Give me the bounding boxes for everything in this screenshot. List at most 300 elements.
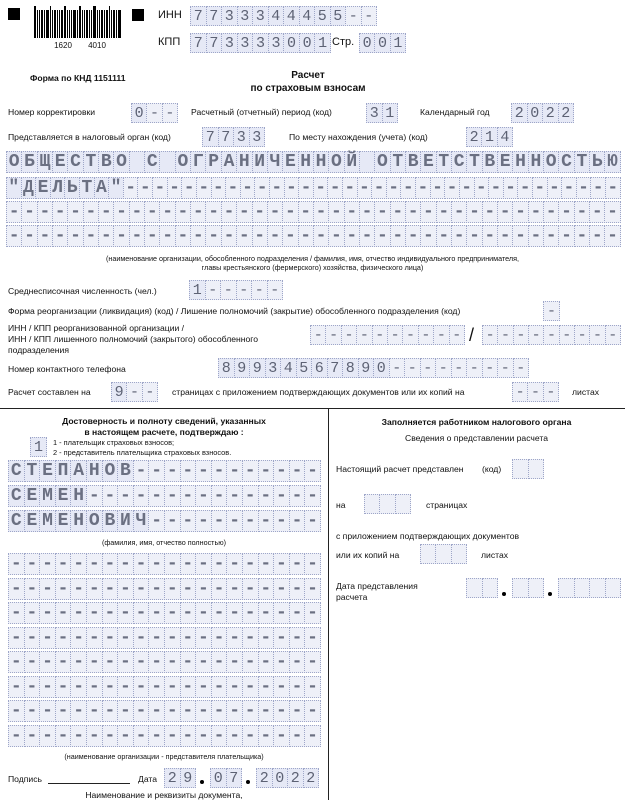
char-cell: С	[558, 151, 574, 173]
form-subtitle: по страховым взносам	[250, 83, 366, 94]
char-cell: -	[282, 201, 298, 223]
char-cell: -	[24, 700, 41, 722]
char-cell: Н	[236, 151, 252, 173]
char-cell: -	[70, 627, 87, 649]
char-cell: -	[70, 725, 87, 747]
submission-date-month[interactable]	[512, 578, 543, 598]
char-cell: -	[304, 485, 321, 507]
char-cell: -	[164, 725, 181, 747]
char-cell: -	[273, 553, 290, 575]
submission-date-dot-2	[548, 592, 552, 596]
submission-date-day[interactable]	[466, 578, 497, 598]
char-cell: Е	[497, 151, 513, 173]
char-cell: -	[221, 201, 237, 223]
char-cell: В	[482, 151, 498, 173]
char-cell: Н	[528, 151, 544, 173]
char-cell: -	[195, 651, 212, 673]
char-cell: -	[24, 725, 41, 747]
char-cell: 4	[497, 127, 513, 147]
org-name-line-1[interactable]	[6, 151, 620, 173]
char-cell: -	[55, 627, 72, 649]
char-cell: -	[83, 225, 99, 247]
char-cell: -	[52, 201, 68, 223]
sign-date-month[interactable]	[210, 768, 241, 788]
char-cell: -	[211, 510, 228, 532]
right-copies-field[interactable]	[420, 544, 466, 564]
char-cell: -	[273, 602, 290, 624]
char-cell: Ь	[589, 151, 605, 173]
char-cell: -	[211, 460, 228, 482]
char-cell: Е	[39, 460, 56, 482]
char-cell: -	[164, 460, 181, 482]
char-cell: -	[24, 602, 41, 624]
char-cell: С	[8, 510, 25, 532]
char-cell: -	[418, 325, 434, 345]
char-cell: -	[55, 602, 72, 624]
char-cell: -	[205, 225, 221, 247]
char-cell: -	[225, 177, 241, 199]
org-caption-2: главы крестьянского (фермерского) хозяйства, физического лица)	[201, 263, 424, 272]
char-cell	[558, 578, 575, 598]
char-cell: -	[162, 103, 178, 123]
char-cell: -	[273, 651, 290, 673]
char-cell: 2	[558, 103, 575, 123]
char-cell: -	[258, 510, 275, 532]
org-name-line-4[interactable]	[6, 225, 620, 247]
char-cell: 7	[190, 6, 207, 26]
sign-date-label: Дата	[138, 774, 158, 784]
sign-date-day[interactable]	[164, 768, 195, 788]
submitted-code-label: (код)	[482, 464, 502, 474]
char-cell: -	[117, 676, 134, 698]
char-cell: -	[86, 553, 103, 575]
char-cell: -	[144, 201, 160, 223]
copies-label: или их копий на	[336, 550, 400, 560]
char-cell: -	[459, 177, 475, 199]
char-cell: -	[558, 201, 574, 223]
org-name-line-2[interactable]	[6, 177, 620, 199]
char-cell: -	[589, 325, 605, 345]
char-cell: -	[267, 201, 283, 223]
date-dot-2	[246, 780, 250, 784]
char-cell: -	[164, 602, 181, 624]
char-cell: О	[113, 151, 129, 173]
char-cell: -	[313, 177, 329, 199]
correction-label: Номер корректировки	[8, 107, 96, 117]
char-cell: 5	[314, 6, 331, 26]
representative-name-line[interactable]	[8, 676, 320, 698]
submission-date-dot-1	[502, 592, 506, 596]
year-field[interactable]	[511, 103, 573, 123]
char-cell: 4	[283, 6, 300, 26]
char-cell: В	[102, 510, 119, 532]
char-cell: -	[175, 225, 191, 247]
char-cell: -	[148, 578, 165, 600]
first-name-field[interactable]	[8, 485, 320, 507]
char-cell: 3	[252, 6, 269, 26]
char-cell: -	[497, 225, 513, 247]
char-cell: -	[102, 553, 119, 575]
char-cell: -	[574, 201, 590, 223]
char-cell: -	[86, 578, 103, 600]
char-cell: Е	[52, 151, 68, 173]
char-cell: -	[528, 225, 544, 247]
char-cell: 1	[382, 103, 399, 123]
tax-org-field[interactable]	[202, 127, 264, 147]
char-cell: -	[133, 578, 150, 600]
surname-field[interactable]	[8, 460, 320, 482]
on-label: на	[336, 500, 346, 510]
char-cell: -	[24, 578, 41, 600]
char-cell: -	[98, 201, 114, 223]
char-cell: -	[435, 358, 452, 378]
char-cell: -	[344, 225, 360, 247]
page-field[interactable]	[359, 33, 405, 53]
char-cell: -	[328, 201, 344, 223]
char-cell: -	[289, 602, 306, 624]
char-cell: -	[304, 602, 321, 624]
char-cell: -	[39, 627, 56, 649]
char-cell: -	[148, 700, 165, 722]
char-cell: -	[356, 325, 372, 345]
char-cell: 5	[330, 6, 347, 26]
char-cell: 4	[299, 6, 316, 26]
char-cell: -	[482, 201, 498, 223]
char-cell: 0	[210, 768, 227, 788]
char-cell: -	[258, 485, 275, 507]
char-cell: -	[226, 676, 243, 698]
char-cell: -	[86, 676, 103, 698]
char-cell: -	[497, 358, 514, 378]
char-cell	[364, 494, 380, 514]
char-cell: -	[359, 201, 375, 223]
char-cell: -	[282, 225, 298, 247]
char-cell: 5	[296, 358, 313, 378]
char-cell: В	[98, 151, 114, 173]
char-cell: -	[258, 460, 275, 482]
char-cell: -	[86, 485, 103, 507]
char-cell: -	[39, 553, 56, 575]
char-cell: 3	[221, 6, 238, 26]
reorg-form-field[interactable]	[543, 301, 559, 321]
char-cell: С	[144, 151, 160, 173]
char-cell: -	[180, 627, 197, 649]
char-cell: 2	[256, 768, 273, 788]
char-cell: -	[400, 177, 416, 199]
headcount-field[interactable]	[189, 280, 282, 300]
char-cell: -	[304, 553, 321, 575]
char-cell: -	[211, 485, 228, 507]
char-cell: -	[561, 177, 577, 199]
confirm-title-2: в настоящем расчете, подтверждаю :	[84, 427, 244, 437]
char-cell	[159, 151, 175, 173]
char-cell: -	[513, 325, 529, 345]
char-cell: -	[289, 627, 306, 649]
char-cell: -	[24, 676, 41, 698]
char-cell: -	[359, 225, 375, 247]
reorg-inn-kpp-label-3: подразделения	[8, 345, 69, 355]
char-cell: -	[226, 578, 243, 600]
char-cell: О	[102, 460, 119, 482]
period-field[interactable]	[366, 103, 397, 123]
correction-field[interactable]	[131, 103, 177, 123]
char-cell: -	[298, 201, 314, 223]
char-cell: 0	[131, 103, 147, 123]
char-cell: -	[39, 676, 56, 698]
right-pages-label: страницах	[426, 500, 468, 510]
char-cell: -	[117, 725, 134, 747]
char-cell: Т	[79, 177, 95, 199]
representative-name-line[interactable]	[8, 578, 320, 600]
char-cell: -	[605, 325, 621, 345]
char-cell	[451, 544, 467, 564]
char-cell: -	[242, 460, 259, 482]
char-cell: 3	[268, 33, 285, 53]
char-cell: -	[512, 201, 528, 223]
char-cell: 2	[164, 768, 181, 788]
char-cell: -	[102, 676, 119, 698]
char-cell: -	[195, 627, 212, 649]
signer-code-field[interactable]	[30, 437, 46, 457]
section-divider	[0, 408, 625, 409]
char-cell: -	[190, 225, 206, 247]
char-cell: -	[512, 225, 528, 247]
char-cell: -	[55, 676, 72, 698]
char-cell: 7	[327, 358, 344, 378]
char-cell: О	[543, 151, 559, 173]
char-cell: -	[146, 103, 162, 123]
char-cell: 1	[390, 33, 406, 53]
reorg-form-label: Форма реорганизации (ликвидация) (код) / Лишение полномочий (закрытие) обособленного подразделения (код)	[8, 306, 461, 316]
char-cell: -	[113, 225, 129, 247]
char-cell: 1	[314, 33, 331, 53]
char-cell: -	[513, 358, 530, 378]
char-cell: -	[148, 627, 165, 649]
char-cell: -	[8, 676, 25, 698]
representative-name-line[interactable]	[8, 725, 320, 747]
char-cell: -	[258, 578, 275, 600]
char-cell: -	[236, 280, 253, 300]
char-cell: -	[269, 177, 285, 199]
char-cell: -	[543, 201, 559, 223]
char-cell: Е	[55, 510, 72, 532]
submission-date-year[interactable]	[558, 578, 620, 598]
char-cell: -	[211, 578, 228, 600]
representative-name-line[interactable]	[8, 651, 320, 673]
char-cell	[420, 544, 436, 564]
char-cell: -	[152, 177, 168, 199]
char-cell: -	[142, 382, 158, 402]
char-cell: -	[273, 627, 290, 649]
char-cell: 0	[373, 358, 390, 378]
corner-marker-left	[8, 8, 20, 20]
representative-name-line[interactable]	[8, 602, 320, 624]
char-cell: -	[211, 177, 227, 199]
char-cell: Т	[24, 460, 41, 482]
signature-line[interactable]	[48, 783, 130, 784]
tax-org-label: Представляется в налоговый орган (код)	[8, 132, 171, 142]
char-cell: -	[240, 177, 256, 199]
char-cell: -	[284, 177, 300, 199]
char-cell: -	[389, 358, 406, 378]
char-cell: -	[236, 201, 252, 223]
char-cell: -	[70, 578, 87, 600]
char-cell: -	[86, 602, 103, 624]
representative-name-line[interactable]	[8, 700, 320, 722]
reorg-inn-kpp-label-1: ИНН / КПП реорганизованной организации /	[8, 323, 185, 333]
char-cell: 0	[272, 768, 289, 788]
org-name-line-3[interactable]	[6, 201, 620, 223]
char-cell: -	[221, 225, 237, 247]
copies-field[interactable]	[512, 382, 558, 402]
char-cell: -	[117, 700, 134, 722]
char-cell: -	[605, 177, 621, 199]
char-cell: -	[252, 225, 268, 247]
attach-label: с приложением подтверждающих документов	[336, 531, 520, 541]
char-cell: -	[181, 177, 197, 199]
char-cell: -	[70, 553, 87, 575]
char-cell: -	[129, 225, 145, 247]
phone-field[interactable]	[218, 358, 528, 378]
char-cell: П	[55, 460, 72, 482]
char-cell: -	[102, 725, 119, 747]
char-cell: 0	[299, 33, 316, 53]
char-cell: -	[258, 676, 275, 698]
char-cell: -	[402, 325, 418, 345]
char-cell: -	[126, 382, 142, 402]
char-cell: -	[344, 201, 360, 223]
right-pages-field[interactable]	[364, 494, 410, 514]
char-cell: -	[144, 225, 160, 247]
char-cell: -	[242, 676, 259, 698]
char-cell: -	[164, 485, 181, 507]
char-cell: -	[474, 177, 490, 199]
pages-tail-label: листах	[572, 387, 600, 397]
char-cell: -	[86, 627, 103, 649]
char-cell: -	[148, 510, 165, 532]
char-cell: -	[304, 460, 321, 482]
char-cell: -	[589, 201, 605, 223]
char-cell: 9	[234, 358, 251, 378]
char-cell: -	[8, 578, 25, 600]
char-cell	[574, 578, 591, 598]
signer-option-1: 1 - плательщик страховых взносов;	[53, 438, 175, 447]
char-cell: 3	[265, 358, 282, 378]
char-cell: О	[328, 151, 344, 173]
char-cell: -	[258, 651, 275, 673]
sign-date-year[interactable]	[256, 768, 318, 788]
char-cell: -	[242, 725, 259, 747]
char-cell: -	[433, 325, 449, 345]
char-cell: -	[226, 700, 243, 722]
char-cell: -	[251, 280, 268, 300]
char-cell: Р	[205, 151, 221, 173]
phone-label: Номер контактного телефона	[8, 364, 126, 374]
form-code: Форма по КНД 1151111	[30, 73, 126, 83]
char-cell: 3	[252, 33, 269, 53]
inn-field[interactable]	[190, 6, 376, 26]
char-cell: 9	[358, 358, 375, 378]
char-cell: -	[226, 602, 243, 624]
char-cell: С	[67, 151, 83, 173]
char-cell: Н	[70, 510, 87, 532]
char-cell: -	[420, 225, 436, 247]
char-cell: -	[371, 177, 387, 199]
char-cell: -	[374, 201, 390, 223]
pages-field[interactable]	[111, 382, 157, 402]
representative-name-line[interactable]	[8, 553, 320, 575]
char-cell: -	[180, 676, 197, 698]
char-cell	[528, 578, 545, 598]
char-cell: -	[133, 651, 150, 673]
char-cell: -	[226, 485, 243, 507]
char-cell: А	[70, 460, 87, 482]
char-cell: -	[205, 201, 221, 223]
char-cell: 1	[481, 127, 497, 147]
char-cell: -	[258, 725, 275, 747]
char-cell: -	[164, 700, 181, 722]
char-cell: 3	[237, 6, 254, 26]
kpp-field[interactable]	[190, 33, 330, 53]
char-cell: -	[180, 725, 197, 747]
char-cell: О	[374, 151, 390, 173]
char-cell: А	[94, 177, 110, 199]
char-cell: -	[133, 725, 150, 747]
char-cell: -	[211, 553, 228, 575]
char-cell: -	[117, 651, 134, 673]
char-cell: -	[8, 553, 25, 575]
char-cell: -	[159, 201, 175, 223]
char-cell: -	[148, 485, 165, 507]
reorg-kpp-field[interactable]	[482, 325, 620, 345]
char-cell: -	[304, 510, 321, 532]
char-cell: -	[123, 177, 139, 199]
char-cell: Л	[50, 177, 66, 199]
char-cell: -	[289, 553, 306, 575]
char-cell: -	[180, 510, 197, 532]
char-cell: -	[242, 627, 259, 649]
char-cell	[379, 494, 395, 514]
confirm-title-1: Достоверность и полноту сведений, указанных	[62, 416, 266, 426]
patronymic-field[interactable]	[8, 510, 320, 532]
char-cell: -	[8, 651, 25, 673]
location-field[interactable]	[466, 127, 512, 147]
char-cell: -	[503, 177, 519, 199]
char-cell: -	[342, 177, 358, 199]
submitted-code-field[interactable]	[512, 459, 543, 479]
char-cell: -	[83, 201, 99, 223]
char-cell: -	[543, 225, 559, 247]
char-cell	[435, 544, 451, 564]
representative-name-line[interactable]	[8, 627, 320, 649]
char-cell: -	[451, 358, 468, 378]
char-cell: -	[117, 627, 134, 649]
char-cell: И	[117, 510, 134, 532]
char-cell: -	[137, 177, 153, 199]
char-cell: -	[8, 627, 25, 649]
sheets-label: листах	[481, 550, 509, 560]
char-cell: -	[547, 177, 563, 199]
signature-label: Подпись	[8, 774, 43, 784]
reorg-inn-field[interactable]	[310, 325, 464, 345]
char-cell: "	[108, 177, 124, 199]
period-label: Расчетный (отчетный) период (код)	[191, 107, 332, 117]
char-cell: -	[444, 177, 460, 199]
char-cell: -	[102, 651, 119, 673]
char-cell: -	[298, 225, 314, 247]
char-cell: Т	[390, 151, 406, 173]
char-cell: -	[466, 358, 483, 378]
